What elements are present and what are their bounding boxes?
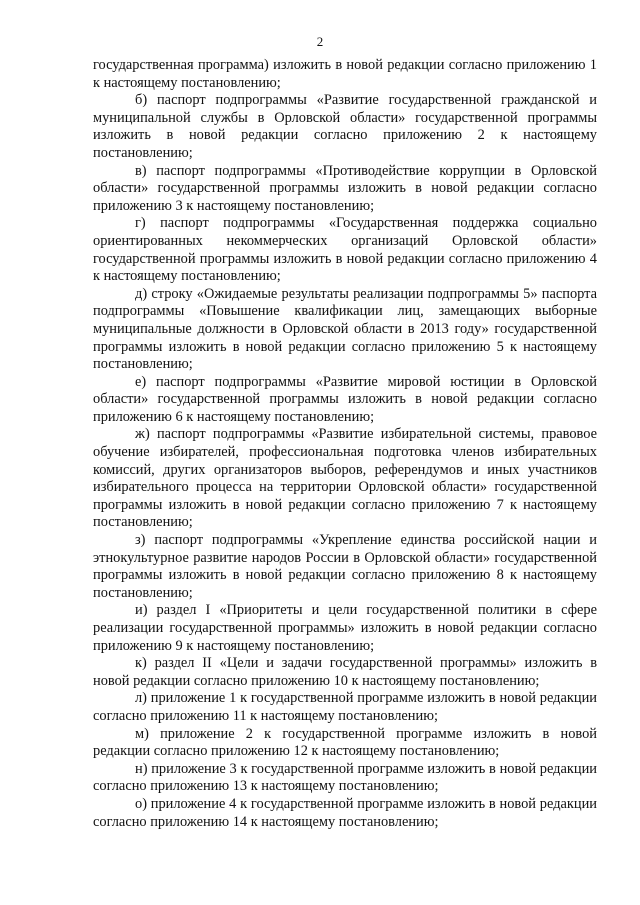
list-item-b: б) паспорт подпрограммы «Развитие государственной гражданской и муниципальной службы в Орловской области» государственной программы изложить в новой редакции согласно приложению 2 к настоящему постановлению; [93,92,597,161]
list-item-l: л) приложение 1 к государственной программе изложить в новой редакции согласно приложению 11 к настоящему постановлению; [93,690,597,724]
document-body [93,57,597,831]
list-item-g: г) паспорт подпрограммы «Государственная поддержка социально ориентированных некоммерческих организаций Орловской области» государственной программы изложить в новой редакции согласно приложению 4 к настоящему постановлению; [93,215,597,285]
list-item-i: и) раздел I «Приоритеты и цели государственной политики в сфере реализации государственной программы» изложить в новой редакции согласно приложению 9 к настоящему постановлению; [93,602,597,654]
list-item-d: д) строку «Ожидаемые результаты реализации подпрограммы 5» паспорта подпрограммы «Повышение квалификации лиц, замещающих выборные муниципальные должности в Орловской области в 2013 году» государственной программы изложить в новой редакции согласно приложению 5 к настоящему постановлению; [93,285,597,373]
list-item-m: м) приложение 2 к государственной программе изложить в новой редакции согласно приложению 12 к настоящему постановлению; [93,725,597,760]
list-item-v: в) паспорт подпрограммы «Противодействие коррупции в Орловской области» государственной программы изложить в новой редакции согласно приложению 3 к настоящему постановлению; [93,162,597,214]
list-item-k: к) раздел II «Цели и задачи государственной программы» изложить в новой редакции согласно приложению 10 к настоящему постановлению; [93,655,597,689]
list-item-o: о) приложение 4 к государственной программе изложить в новой редакции согласно приложению 14 к настоящему постановлению; [93,795,597,830]
list-item-e: е) паспорт подпрограммы «Развитие мировой юстиции в Орловской области» государственной программы изложить в новой редакции согласно приложению 6 к настоящему постановлению; [93,373,597,425]
list-item-n: н) приложение 3 к государственной программе изложить в новой редакции согласно приложению 13 к настоящему постановлению; [93,760,597,795]
list-item-z: з) паспорт подпрограммы «Укрепление единства российской нации и этнокультурное развитие народов России в Орловской области» государственной программы изложить в новой редакции согласно приложению 8 к настоящему постановлению; [93,532,597,601]
continuation-paragraph: государственная программа) изложить в новой редакции согласно приложению 1 к настоящему постановлению; [93,57,597,91]
list-item-zh: ж) паспорт подпрограммы «Развитие избирательной системы, правовое обучение избирателей, профессиональная подготовка членов избирательных комиссий, других организаторов выборов, референдумов и иных участников избирательного процесса на территории Орловской области» государственной программы изложить в новой редакции согласно приложению 7 к настоящему постановлению; [93,426,597,531]
page-number: 2 [316,34,324,49]
